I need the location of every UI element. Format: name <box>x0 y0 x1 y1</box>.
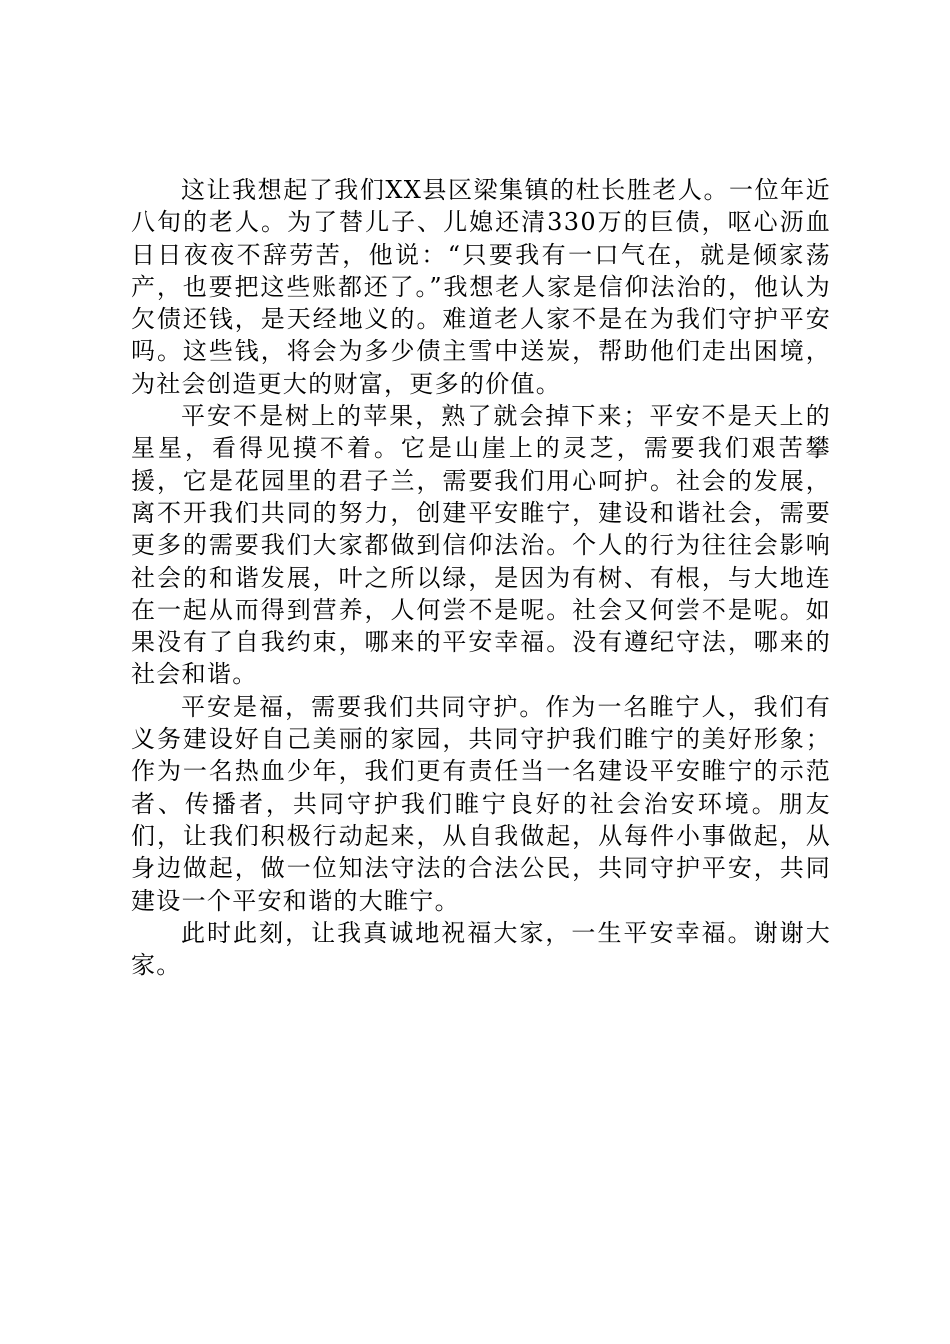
paragraph-3: 平安是福，需要我们共同守护。作为一名睢宁人，我们有义务建设好自己美丽的家园，共同守护我们睢宁的美好形象；作为一名热血少年，我们更有责任当一名建设平安睢宁的示范者、传播者，共同守护我们睢宁良好的社会治安环境。朋友们，让我们积极行动起来，从自我做起，从每件小事做起，从身边做起，做一位知法守法的合法公民，共同守护平安，共同建设一个平安和谐的大睢宁。 <box>131 692 831 915</box>
document-body <box>131 174 831 981</box>
paragraph-1: 这让我想起了我们XX县区梁集镇的杜长胜老人。一位年近八旬的老人。为了替儿子、儿媳还清330万的巨债，呕心沥血日日夜夜不辞劳苦，他说：“只要我有一口气在，就是倾家荡产，也要把这些账都还了。”我想老人家是信仰法治的，他认为欠债还钱，是天经地义的。难道老人家不是在为我们守护平安吗。这些钱，将会为多少债主雪中送炭，帮助他们走出困境，为社会创造更大的财富，更多的价值。 <box>131 176 831 398</box>
paragraph-2: 平安不是树上的苹果，熟了就会掉下来；平安不是天上的星星，看得见摸不着。它是山崖上的灵芝，需要我们艰苦攀援，它是花园里的君子兰，需要我们用心呵护。社会的发展，离不开我们共同的努力，创建平安睢宁，建设和谐社会，需要更多的需要我们大家都做到信仰法治。个人的行为往往会影响社会的和谐发展，叶之所以绿，是因为有树、有根，与大地连在一起从而得到营养，人何尝不是呢。社会又何尝不是呢。如果没有了自我约束，哪来的平安幸福。没有遵纪守法，哪来的社会和谐。 <box>131 402 831 689</box>
paragraph-4: 此时此刻，让我真诚地祝福大家，一生平安幸福。谢谢大家。 <box>131 918 831 980</box>
